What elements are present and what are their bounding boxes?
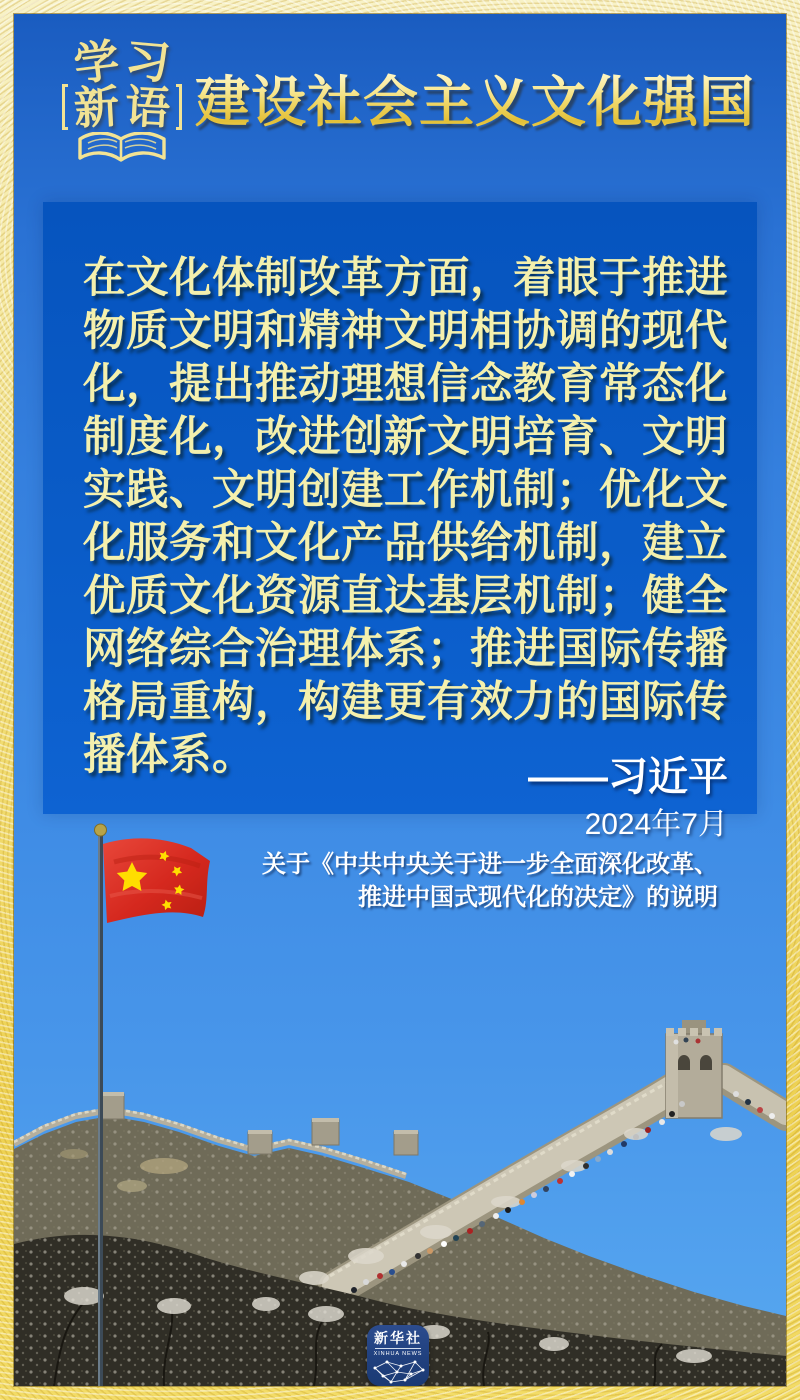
attribution-date: 2024年7月	[584, 808, 728, 841]
quote-panel	[43, 202, 757, 814]
xinhua-news-badge	[367, 1325, 429, 1386]
logo-row-1	[62, 34, 182, 91]
quote-line: 化服务和文化产品供给机制，建立	[83, 520, 729, 567]
xinhua-badge-cn-label: 新华社	[374, 1330, 422, 1346]
logo-char: 新	[72, 80, 121, 134]
quote-line: 物质文明和精神文明相协调的现代	[83, 308, 729, 355]
attribution-source-line2: 推进中国式现代化的决定》的说明	[358, 884, 718, 911]
main-watch-tower	[666, 1020, 722, 1118]
badge-divider	[375, 1348, 421, 1349]
quote-line: 优质文化资源直达基层机制；健全	[83, 573, 729, 620]
xinhua-badge-en-label: XINHUA NEWS	[373, 1351, 423, 1357]
attribution-source-line1: 关于《中共中央关于进一步全面深化改革、	[262, 851, 718, 878]
logo-char: 语	[123, 80, 172, 134]
quote-line: 制度化，改进创新文明培育、文明	[83, 414, 729, 461]
quote-text	[43, 202, 757, 782]
network-globe-icon	[367, 1358, 429, 1384]
quote-line: 化，提出推动理想信念教育常态化	[83, 361, 729, 408]
page-title: 建设社会主义文化强国	[182, 70, 768, 134]
xuexi-xinyu-logo	[62, 34, 182, 162]
logo-char: 学	[71, 34, 123, 91]
quote-line: 格局重构，构建更有效力的国际传	[83, 679, 729, 726]
seal-bracket-left	[62, 84, 68, 130]
logo-row-2	[62, 80, 182, 134]
quote-line: 实践、文明创建工作机制；优化文	[83, 467, 729, 514]
open-book-icon	[76, 132, 168, 162]
quote-line: 在文化体制改革方面，着眼于推进	[83, 255, 729, 302]
poster-canvas	[14, 14, 786, 1386]
quote-line: 网络综合治理体系；推进国际传播	[83, 626, 729, 673]
attribution-block	[108, 752, 728, 914]
logo-char: 习	[122, 34, 173, 89]
attribution-name: ——习近平	[528, 755, 728, 799]
quote-line: 播体系。	[83, 732, 256, 779]
